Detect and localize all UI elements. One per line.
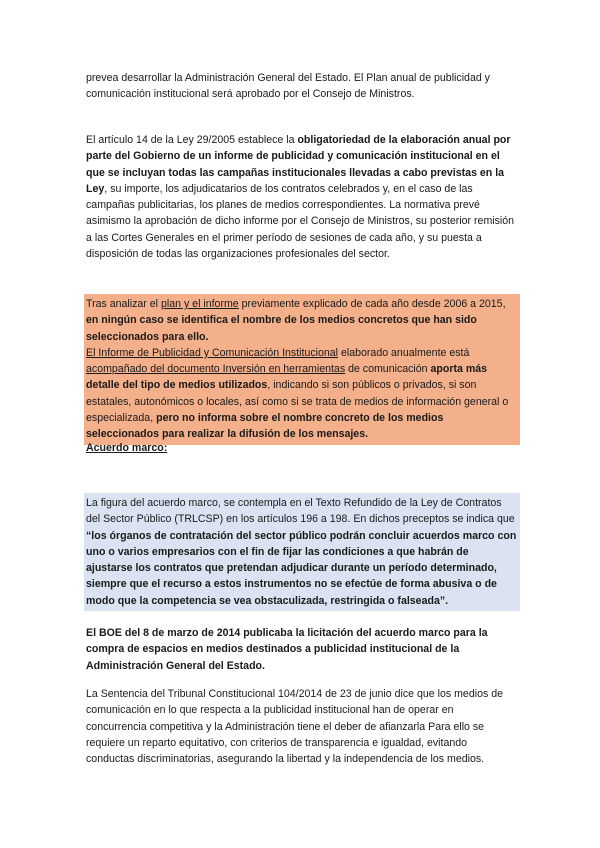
p5-bold-text: El BOE del 8 de marzo de 2014 publicaba la licitación del acuerdo marco para la compra de espacios en medios destinados a publicidad institucional de la Administración General del Estado. (86, 627, 488, 672)
paragraph-intro-text: prevea desarrollar la Administración General del Estado. El Plan anual de publicidad y comunicación institucional será aprobado por el Consejo de Ministros. (86, 72, 490, 101)
highlighted-paragraph-analysis (84, 294, 520, 445)
p3-bold-d: en ningún caso se identifica el nombre de los medios concretos que han sido seleccionados para ello. (86, 314, 477, 343)
p3-f: elaborado anualmente está (338, 346, 470, 359)
p3-bold-k: pero no informa sobre el nombre concreto de los medios seleccionados para realizar la difusión de los mensajes. (86, 412, 444, 441)
p2-normal-c: , su importe, los adjudicatarios de los contratos celebrados y, en el caso de las campañas publicitarias, los planes de medios correspondientes. La normativa prevé asimismo la aprobación de dicho informe por el Consejo de Ministros, su posterior remisión a las Cortes Generales en el primer período de sesiones de cada año, y su puesta a disposición de todas las organizaciones profesionales del sector. (86, 182, 515, 261)
p3-j: , indicando si son públicos o privados, si son estatales, autonómicos o locales, así como si se trata de medios de información general o especializada, (86, 379, 509, 425)
p4-a: La figura del acuerdo marco, se contempla en el Texto Refundido de la Ley de Contratos del Sector Público (TRLCSP) en los artículos 196 a 198. En dichos preceptos se indica que (86, 497, 515, 526)
p3-plan-link[interactable]: plan y el informe (160, 298, 239, 310)
p3-informe-link[interactable]: El Informe de Publicidad y Comunicación Institucional (86, 346, 339, 359)
p3-a: Tras analizar el (86, 298, 161, 310)
p3-inversion-link[interactable]: acompañado del documento Inversión en herramientas (86, 363, 346, 376)
paragraph-ley-29-2005 (86, 132, 516, 262)
paragraph-sentencia-text: La Sentencia del Tribunal Constitucional 104/2014 de 23 de junio dice que los medios de comunicación en lo que respecta a la publicidad institucional han de operar en concurrencia competitiva y la Administración tiene el deber de afianzarla Para ello se requiere un reparto equitativo, con criterios de transparencia e igualdad, evitando conductas discriminatorias, asegurando la libertad y la independencia de los medios. (86, 688, 503, 766)
p3-h: de comunicación (345, 363, 431, 376)
p2-bold-obligatoriedad: obligatoriedad de la elaboración anual por parte del Gobierno de un informe de publicidad y comunicación institucional en el que se incluyan todas las campañas institucionales llevadas a cabo previstas en la Ley (86, 134, 511, 195)
paragraph-intro (86, 70, 516, 103)
p4-bold-quote: “los órganos de contratación del sector público podrán concluir acuerdos marco con uno o varios empresarios con el fin de fijar las condiciones a que habrán de ajustarse los contratos que pretendan adjudicar durante un período determinado, siempre que el recurso a estos instrumentos no se efectúe de forma abusiva o de modo que la competencia se vea obstaculizada, restringida o falseada”. (86, 529, 517, 607)
section-heading-acuerdo-marco (86, 440, 516, 456)
heading-text: Acuerdo marco: (86, 442, 168, 454)
p2-normal-a: El artículo 14 de la Ley 29/2005 establece la (86, 134, 298, 146)
paragraph-boe (86, 625, 516, 674)
highlighted-paragraph-acuerdo-marco (84, 493, 520, 611)
p3-c: previamente explicado de cada año desde 2006 a 2015, (238, 298, 506, 310)
p3-bold-i: aporta más detalle del tipo de medios utilizados (86, 363, 488, 392)
paragraph-sentencia (86, 686, 516, 767)
